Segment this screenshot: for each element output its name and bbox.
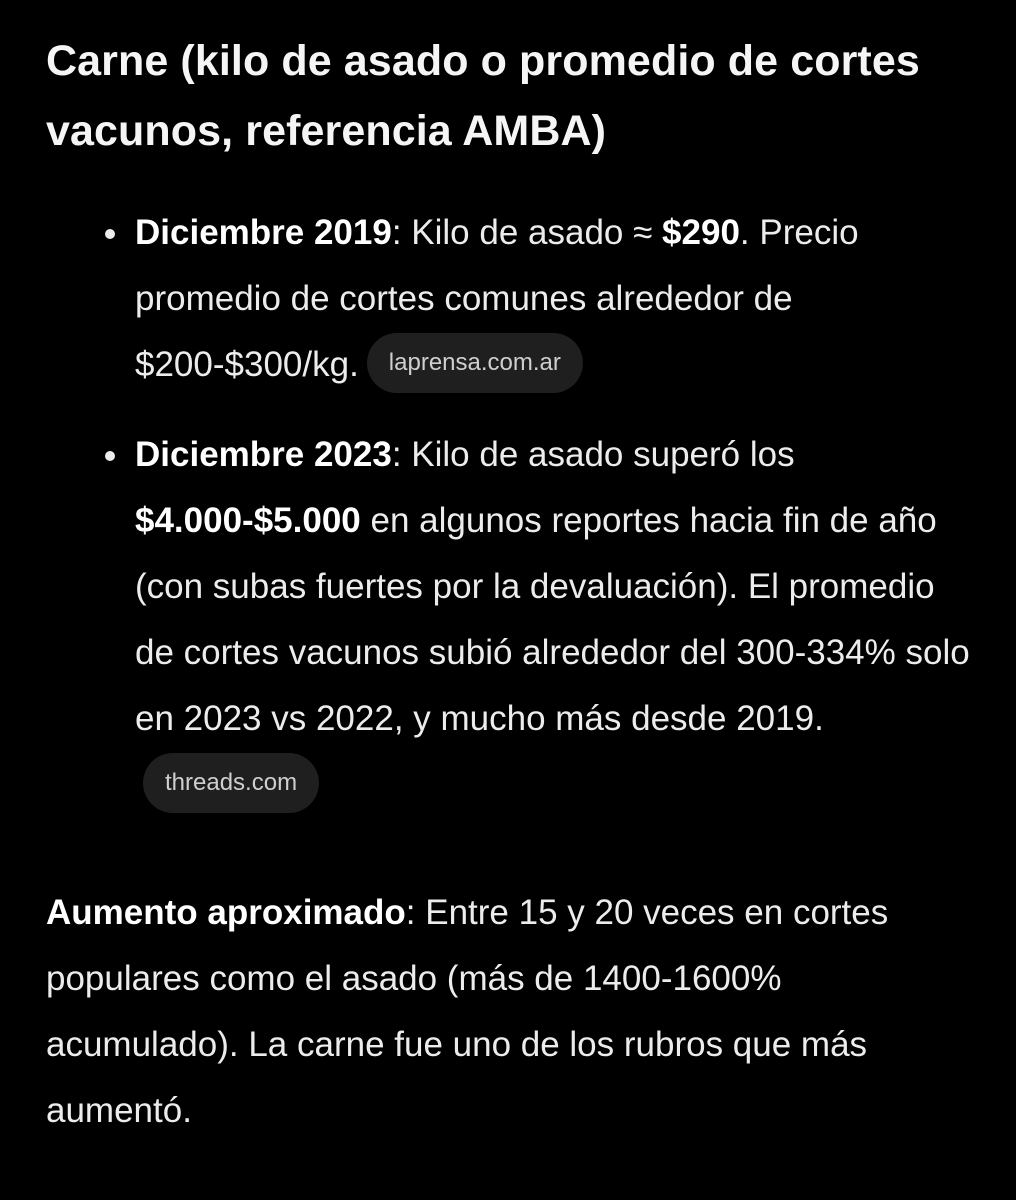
section-heading: Carne (kilo de asado o promedio de cortes vacunos, referencia AMBA) xyxy=(46,37,920,155)
item-date-label: Diciembre 2019 xyxy=(135,213,392,252)
item-text: Kilo de asado superó los xyxy=(411,435,795,474)
bullet-dot-icon xyxy=(105,229,115,239)
summary-text: Entre 15 y 20 veces en cortes populares como el asado (más de 1400-1600% acumulado). La carne fue uno de los rubros que más aumentó. xyxy=(46,893,889,1130)
summary-label: Aumento aproximado xyxy=(46,893,406,932)
bullet-dot-icon xyxy=(105,451,115,461)
item-date-label: Diciembre 2023 xyxy=(135,435,392,474)
summary-separator: : xyxy=(405,893,426,932)
item-separator: : xyxy=(391,435,412,474)
item-text: Kilo de asado ≈ xyxy=(411,213,663,252)
item-text: en algunos reportes hacia fin de año (con subas fuertes por la devaluación). El promedio de cortes vacunos subió alrededor del 300-334% solo en 2023 vs 2022, y mucho más desde 2019. xyxy=(135,501,970,738)
price-list xyxy=(46,200,970,818)
item-price-highlight: $290 xyxy=(662,213,740,252)
item-separator: : xyxy=(391,213,412,252)
list-item-dec-2019 xyxy=(135,200,970,398)
source-chip-laprensa[interactable]: laprensa.com.ar xyxy=(367,333,583,393)
summary-paragraph xyxy=(46,880,976,1144)
item-price-highlight: $4.000-$5.000 xyxy=(135,501,361,540)
source-chip-threads[interactable]: threads.com xyxy=(143,753,319,813)
item-text: . Precio promedio de cortes comunes alrededor de $200-$300/kg. xyxy=(135,213,859,384)
list-item-dec-2023 xyxy=(135,422,970,818)
